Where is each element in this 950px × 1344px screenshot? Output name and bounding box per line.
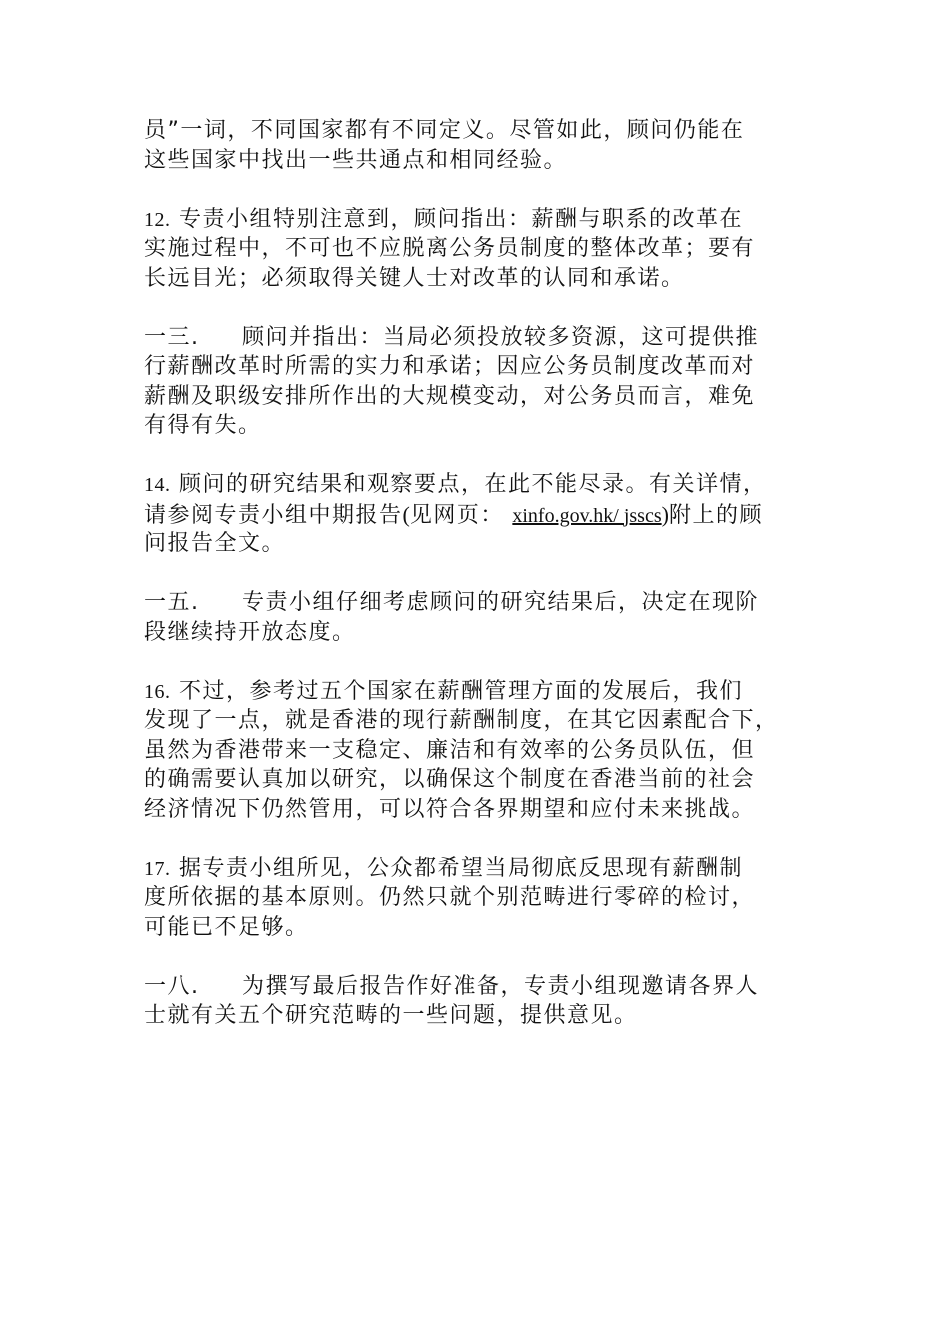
text-segment: 专责小组特别注意到，顾问指出：薪酬与职系的改革在 [179,206,744,232]
text-line: 员”一词，不同国家都有不同定义。尽管如此，顾问仍能在 [144,118,745,143]
paragraph-17 [144,854,824,943]
text-line: 有得有失。 [144,413,262,438]
text-line: 虽然为香港带来一支稳定、廉洁和有效率的公务员队伍，但 [144,737,756,763]
text-segment: 顾问并指出：当局必须投放较多资源，这可提供推 [242,324,760,350]
paren-open: ( [402,501,410,527]
text-segment: 为撰写最后报告作好准备，专责小组现邀请各界人 [242,973,760,999]
text-line: 度所依据的基本原则。仍然只就个别范畴进行零碎的检讨， [144,885,756,910]
text-line: 发现了一点，就是香港的现行薪酬制度，在其它因素配合下， [144,708,779,733]
text-segment: 请参阅专责小组中期报告 [144,502,403,528]
text-segment: 据专责小组所见，公众都希望当局彻底反思现有薪酬制 [179,855,744,881]
text-line [144,323,824,353]
text-line: 实施过程中，不可也不应脱离公务员制度的整体改革；要有 [144,236,756,261]
text-line: 士就有关五个研究范畴的一些问题，提供意见。 [144,1003,638,1028]
paragraph-11-continued [144,116,824,175]
paragraph-16 [144,677,824,825]
text-line: 可能已不足够。 [144,914,309,940]
text-line: 行薪酬改革时所需的实力和承诺；因应公务员制度改革而对 [144,354,756,379]
text-line [144,972,824,1002]
text-line: 段继续持开放态度。 [144,619,356,645]
text-line: 这些国家中找出一些共通点和相同经验。 [144,147,568,173]
text-segment: 见网页： [409,502,504,528]
paragraph-13 [144,323,824,441]
paragraph-14 [144,470,824,559]
paragraph-number: 17. [144,857,171,880]
text-line: 薪酬及职级安排所作出的大规模变动，对公务员而言，难免 [144,383,756,409]
text-segment: 附上的顾 [668,502,763,528]
paragraph-number: 一八. [144,973,200,999]
text-segment: 顾问的研究结果和观察要点，在此不能尽录。有关详情， [179,472,767,497]
text-line [144,500,824,530]
text-segment: 专责小组仔细考虑顾问的研究结果后，决定在现阶 [242,590,760,615]
paragraph-number: 12. [144,208,171,231]
paragraph-number: 一五. [144,590,200,615]
paren-close: ) [661,501,669,527]
text-line: 问报告全文。 [144,531,286,556]
paragraph-number: 一三. [144,324,200,350]
paragraph-number: 16. [144,680,171,703]
text-line [144,854,824,884]
website-link[interactable]: xinfo.gov.hk/ jsscs [512,504,662,527]
text-segment: 不过，参考过五个国家在薪酬管理方面的发展后，我们 [179,678,744,704]
text-line: 长远目光；必须取得关键人士对改革的认同和承诺。 [144,265,685,291]
paragraph-15 [144,588,824,647]
text-line: 的确需要认真加以研究，以确保这个制度在香港当前的社会 [144,767,756,792]
text-line [144,470,824,500]
text-line [144,588,824,618]
paragraph-number: 14. [144,474,171,496]
paragraph-12 [144,205,824,294]
text-line [144,677,824,707]
text-line [144,205,824,235]
text-line: 经济情况下仍然管用，可以符合各界期望和应付未来挑战。 [144,796,756,822]
paragraph-18 [144,972,824,1031]
document-page [144,116,824,1060]
